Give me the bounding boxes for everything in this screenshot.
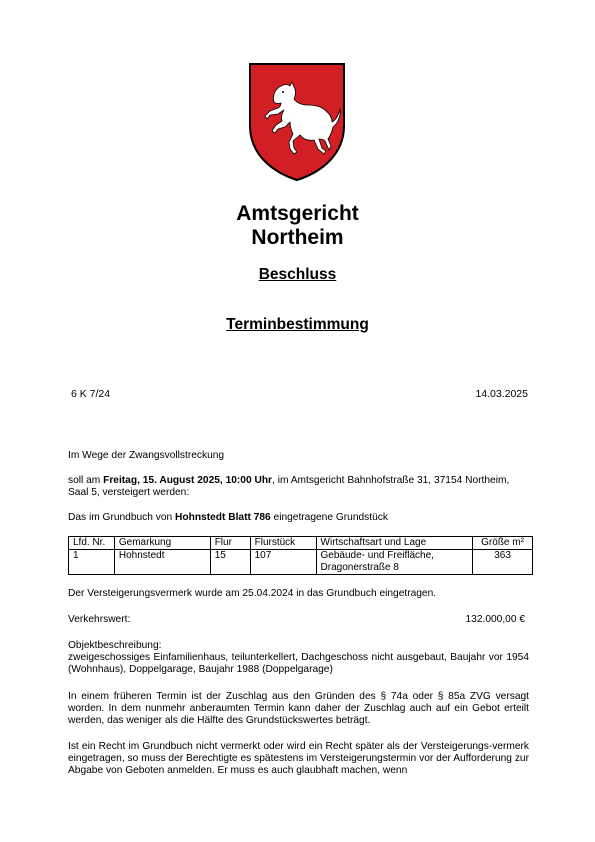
object-description-text: zweigeschossiges Einfamilienhaus, teilunterkellert, Dachgeschoss nicht ausgebaut, Baujahr vor 1954 (Wohnhaus), Doppelgarage, Baujahr 1988 (Doppelgarage)	[68, 652, 529, 675]
auction-note: Der Versteigerungsvermerk wurde am 25.04.2024 in das Grundbuch eingetragen.	[68, 588, 437, 599]
cell-field: 15	[210, 550, 250, 575]
object-description-label: Objektbeschreibung:	[68, 640, 162, 651]
market-value-label: Verkehrswert:	[68, 614, 131, 625]
auction-post: , im Amtsgericht Bahnhofstraße 31, 37154 Northeim, Saal 5, versteigert werden:	[68, 475, 510, 498]
document-subtype: Terminbestimmung	[226, 316, 369, 333]
land-register-post: eingetragene Grundstück	[270, 512, 388, 523]
document-type: Beschluss	[258, 266, 337, 283]
court-name-line1: Amtsgericht	[236, 202, 359, 225]
land-register-pre: Das im Grundbuch von	[68, 512, 176, 523]
rights-paragraph: Ist ein Recht im Grundbuch nicht vermerkt oder wird ein Recht später als der Versteigerungs-vermerk eingetragen, so muss der Berechtigte es spätestens im Versteigerungstermin vor der Aufforderung zur Abgabe von Geboten anmelden. Er muss es auch glaubhaft machen, wenn	[68, 741, 529, 776]
document-date: 14.03.2025	[475, 388, 528, 400]
lower-saxony-horse-crest-icon	[248, 62, 346, 182]
court-name-line2: Northeim	[251, 226, 344, 249]
auction-date-time: Freitag, 15. August 2025, 10:00 Uhr	[103, 475, 273, 486]
cell-number: 1	[69, 550, 115, 575]
court-name	[0, 202, 595, 250]
cell-size: 363	[473, 550, 533, 575]
col-header-field: Flur	[210, 537, 250, 550]
table-row	[69, 550, 533, 575]
cell-parcel: 107	[250, 550, 316, 575]
col-header-parcel: Flurstück	[250, 537, 316, 550]
intro-text: Im Wege der Zwangsvollstreckung	[68, 450, 225, 461]
land-register-paragraph	[68, 512, 529, 524]
col-header-district: Gemarkung	[114, 537, 210, 550]
case-number: 6 K 7/24	[71, 388, 111, 400]
previous-term-paragraph: In einem früheren Termin ist der Zuschlag aus den Gründen des § 74a oder § 85a ZVG versagt worden. In dem nunmehr anberaumten Termin kann daher der Zuschlag auch auf ein Gebot erteilt werden, das weniger als die Hälfte des Grundstückswertes beträgt.	[68, 691, 529, 726]
col-header-usage-location: Wirtschaftsart und Lage	[316, 537, 473, 550]
market-value-row	[68, 614, 525, 625]
object-description	[68, 640, 529, 676]
table-header-row	[69, 537, 533, 550]
col-header-size: Größe m²	[473, 537, 533, 550]
land-register-entry: Hohnstedt Blatt 786	[175, 512, 271, 523]
auction-paragraph	[68, 475, 529, 499]
col-header-number: Lfd. Nr.	[69, 537, 115, 550]
market-value-amount: 132.000,00 €	[465, 614, 525, 625]
auction-pre: soll am	[68, 475, 104, 486]
cell-usage-location: Gebäude- und Freifläche, Dragonerstraße 8	[316, 550, 473, 575]
cell-district: Hohnstedt	[114, 550, 210, 575]
plot-table	[68, 536, 533, 575]
